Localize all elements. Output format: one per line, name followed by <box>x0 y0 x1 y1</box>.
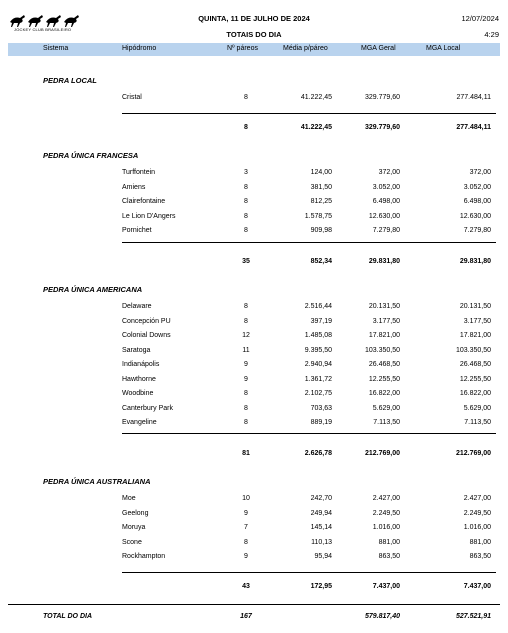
total-label: TOTAL DO DIA <box>43 613 92 620</box>
total-pareos: 167 <box>240 613 252 620</box>
table-row-mga-local: 277.484,11 <box>456 94 491 101</box>
table-row-mga-geral: 3.177,50 <box>372 317 400 325</box>
table-row-pareos: 8 <box>244 390 248 397</box>
subtotal-divider <box>122 242 496 243</box>
table-row-mga-geral: 12.255,50 <box>368 375 400 383</box>
table-row-mga-geral: 26.468,50 <box>368 361 400 368</box>
table-row-media: 41.222,45 <box>300 94 332 101</box>
table-row-media: 2.516,44 <box>304 303 332 310</box>
subtotal-media: 41.222,45 <box>300 124 332 131</box>
table-row-mga-local: 3.052,00 <box>463 183 491 191</box>
subtotal-media: 172,95 <box>310 583 332 590</box>
report-date: 12/07/2024 <box>461 14 499 23</box>
subtotal-media: 852,34 <box>310 258 332 265</box>
subtotal-mga-local: 277.484,11 <box>456 124 491 131</box>
table-row-mga-local: 16.822,00 <box>459 390 491 397</box>
table-row-mga-geral: 3.052,00 <box>372 183 400 191</box>
table-row-mga-geral: 7.279,80 <box>372 227 400 234</box>
table-row-hipodromo: Woodbine <box>122 390 154 397</box>
table-row-mga-local: 2.427,00 <box>463 495 491 502</box>
subtotal-divider <box>122 113 496 114</box>
table-row-hipodromo: Pornichet <box>122 227 152 234</box>
table-row-hipodromo: Le Lion D'Angers <box>122 212 176 220</box>
table-row-pareos: 9 <box>244 361 248 368</box>
table-row-pareos: 11 <box>242 346 250 354</box>
table-row-mga-local: 2.249,50 <box>463 509 491 517</box>
table-row-media: 110,13 <box>311 538 332 546</box>
col-pareos: Nº páreos <box>227 45 258 52</box>
subtotal-mga-local: 212.769,00 <box>455 450 491 457</box>
table-row-media: 909,98 <box>310 227 332 234</box>
table-row-pareos: 3 <box>244 169 248 176</box>
table-row-mga-geral: 7.113,50 <box>373 419 400 426</box>
col-media: Média p/páreo <box>283 45 328 52</box>
table-row-mga-geral: 1.016,00 <box>372 524 400 531</box>
subtotal-mga-local: 29.831,80 <box>459 258 491 265</box>
table-row-mga-geral: 20.131,50 <box>368 303 400 310</box>
table-row-mga-local: 372,00 <box>469 169 491 176</box>
table-row-media: 1.578,75 <box>304 212 332 220</box>
table-row-mga-local: 863,50 <box>469 553 491 560</box>
table-row-hipodromo: Delaware <box>122 303 152 310</box>
table-row-mga-geral: 372,00 <box>378 169 400 176</box>
col-hipodromo: Hipódromo <box>122 45 157 52</box>
col-sistema: Sistema <box>43 45 69 52</box>
table-row-pareos: 9 <box>244 509 248 517</box>
table-row-mga-geral: 103.350,50 <box>364 346 400 354</box>
column-header-bar <box>8 43 500 56</box>
subtotal-pareos: 8 <box>244 124 248 131</box>
table-row-mga-local: 881,00 <box>469 538 491 546</box>
table-row-mga-local: 17.821,00 <box>459 332 491 339</box>
report-title: QUINTA, 11 DE JULHO DE 2024 <box>198 14 310 23</box>
subtotal-mga-local: 7.437,00 <box>463 583 491 590</box>
table-row-hipodromo: Rockhampton <box>122 553 166 560</box>
table-row-media: 1.485,08 <box>304 332 332 339</box>
table-row-hipodromo: Hawthorne <box>122 375 156 383</box>
subtotal-mga-geral: 212.769,00 <box>364 450 400 457</box>
table-row-mga-local: 26.468,50 <box>459 361 491 368</box>
table-row-mga-geral: 5.629,00 <box>372 404 400 412</box>
table-row-mga-local: 7.113,50 <box>464 419 491 426</box>
table-row-hipodromo: Scone <box>122 538 142 546</box>
table-row-media: 95,94 <box>314 553 332 560</box>
table-row-media: 703,63 <box>310 404 332 412</box>
table-row-pareos: 8 <box>244 183 248 191</box>
table-row-pareos: 7 <box>244 524 248 531</box>
table-row-media: 381,50 <box>310 183 332 191</box>
table-row-media: 2.940,94 <box>304 361 332 368</box>
table-row-mga-local: 5.629,00 <box>463 404 491 412</box>
subtotal-pareos: 43 <box>242 583 250 590</box>
table-row-pareos: 8 <box>244 317 248 325</box>
total-mga-geral: 579.817,40 <box>364 613 400 620</box>
table-row-mga-geral: 12.630,00 <box>368 212 400 220</box>
table-row-mga-geral: 16.822,00 <box>368 390 400 397</box>
table-row-hipodromo: Saratoga <box>122 346 151 354</box>
table-row-hipodromo: Amiens <box>122 183 146 191</box>
table-row-media: 124,00 <box>310 169 332 176</box>
table-row-media: 889,19 <box>310 419 332 426</box>
subtotal-divider <box>122 572 496 573</box>
table-row-hipodromo: Turffontein <box>122 169 156 176</box>
report-time: 4:29 <box>484 30 499 39</box>
table-row-hipodromo: Indianápolis <box>122 361 160 368</box>
table-row-media: 242,70 <box>310 495 332 502</box>
table-row-media: 1.361,72 <box>304 375 332 383</box>
table-row-hipodromo: Moruya <box>122 524 146 531</box>
subtotal-divider <box>122 433 496 434</box>
table-row-media: 812,25 <box>310 198 332 205</box>
table-row-hipodromo: Canterbury Park <box>122 404 173 412</box>
table-row-pareos: 9 <box>244 553 248 560</box>
table-row-hipodromo: Concepción PU <box>122 317 171 325</box>
subtotal-pareos: 35 <box>242 258 250 265</box>
subtotal-pareos: 81 <box>242 450 250 457</box>
table-row-pareos: 12 <box>242 332 250 339</box>
table-row-pareos: 8 <box>244 404 248 412</box>
table-row-hipodromo: Clairefontaine <box>122 198 166 205</box>
table-row-pareos: 8 <box>244 94 248 101</box>
table-row-pareos: 9 <box>244 375 248 383</box>
table-row-mga-local: 3.177,50 <box>463 317 491 325</box>
table-row-mga-geral: 17.821,00 <box>368 332 400 339</box>
table-row-mga-local: 7.279,80 <box>463 227 491 234</box>
table-row-pareos: 8 <box>244 198 248 205</box>
col-mga-geral: MGA Geral <box>361 45 396 52</box>
table-row-mga-local: 12.255,50 <box>459 375 491 383</box>
subtotal-media: 2.626,78 <box>304 450 332 457</box>
table-row-hipodromo: Evangeline <box>122 419 157 426</box>
table-row-mga-geral: 881,00 <box>378 538 400 546</box>
section-title: PEDRA ÚNICA AMERICANA <box>43 285 143 294</box>
table-row-mga-local: 103.350,50 <box>455 346 491 354</box>
table-row-mga-local: 12.630,00 <box>459 212 491 220</box>
table-row-media: 9.395,50 <box>304 346 332 354</box>
subtotal-mga-geral: 29.831,80 <box>368 258 400 265</box>
table-row-mga-geral: 2.249,50 <box>372 509 400 517</box>
table-row-media: 249,94 <box>310 509 332 517</box>
total-mga-local: 527.521,91 <box>455 613 491 620</box>
table-row-mga-geral: 6.498,00 <box>372 198 400 205</box>
table-row-mga-geral: 863,50 <box>378 553 400 560</box>
subtotal-mga-geral: 329.779,60 <box>364 124 400 131</box>
table-row-mga-local: 20.131,50 <box>459 303 491 310</box>
section-title: PEDRA LOCAL <box>43 76 97 85</box>
logo-text: JOCKEY CLUB BRASILEIRO <box>14 27 72 32</box>
table-row-hipodromo: Geelong <box>122 509 149 517</box>
subtotal-mga-geral: 7.437,00 <box>372 583 400 590</box>
table-row-hipodromo: Cristal <box>122 94 142 101</box>
total-divider <box>8 604 500 605</box>
table-row-pareos: 8 <box>244 303 248 310</box>
table-row-mga-local: 1.016,00 <box>463 524 491 531</box>
table-row-pareos: 10 <box>242 495 250 502</box>
table-row-mga-local: 6.498,00 <box>463 198 491 205</box>
section-title: PEDRA ÚNICA FRANCESA <box>43 151 139 160</box>
table-row-pareos: 8 <box>244 227 248 234</box>
table-row-pareos: 8 <box>244 212 248 220</box>
table-row-mga-geral: 329.779,60 <box>364 94 400 101</box>
table-row-media: 145,14 <box>310 524 332 531</box>
table-row-mga-geral: 2.427,00 <box>372 495 400 502</box>
table-row-pareos: 8 <box>244 419 248 426</box>
table-row-hipodromo: Moe <box>122 495 136 502</box>
section-title: PEDRA ÚNICA AUSTRALIANA <box>43 477 151 486</box>
col-mga-local: MGA Local <box>426 45 461 52</box>
table-row-media: 2.102,75 <box>304 390 332 397</box>
table-row-media: 397,19 <box>310 317 332 325</box>
report-subtitle: TOTAIS DO DIA <box>226 30 282 39</box>
table-row-hipodromo: Colonial Downs <box>122 332 171 339</box>
table-row-pareos: 8 <box>244 538 248 546</box>
